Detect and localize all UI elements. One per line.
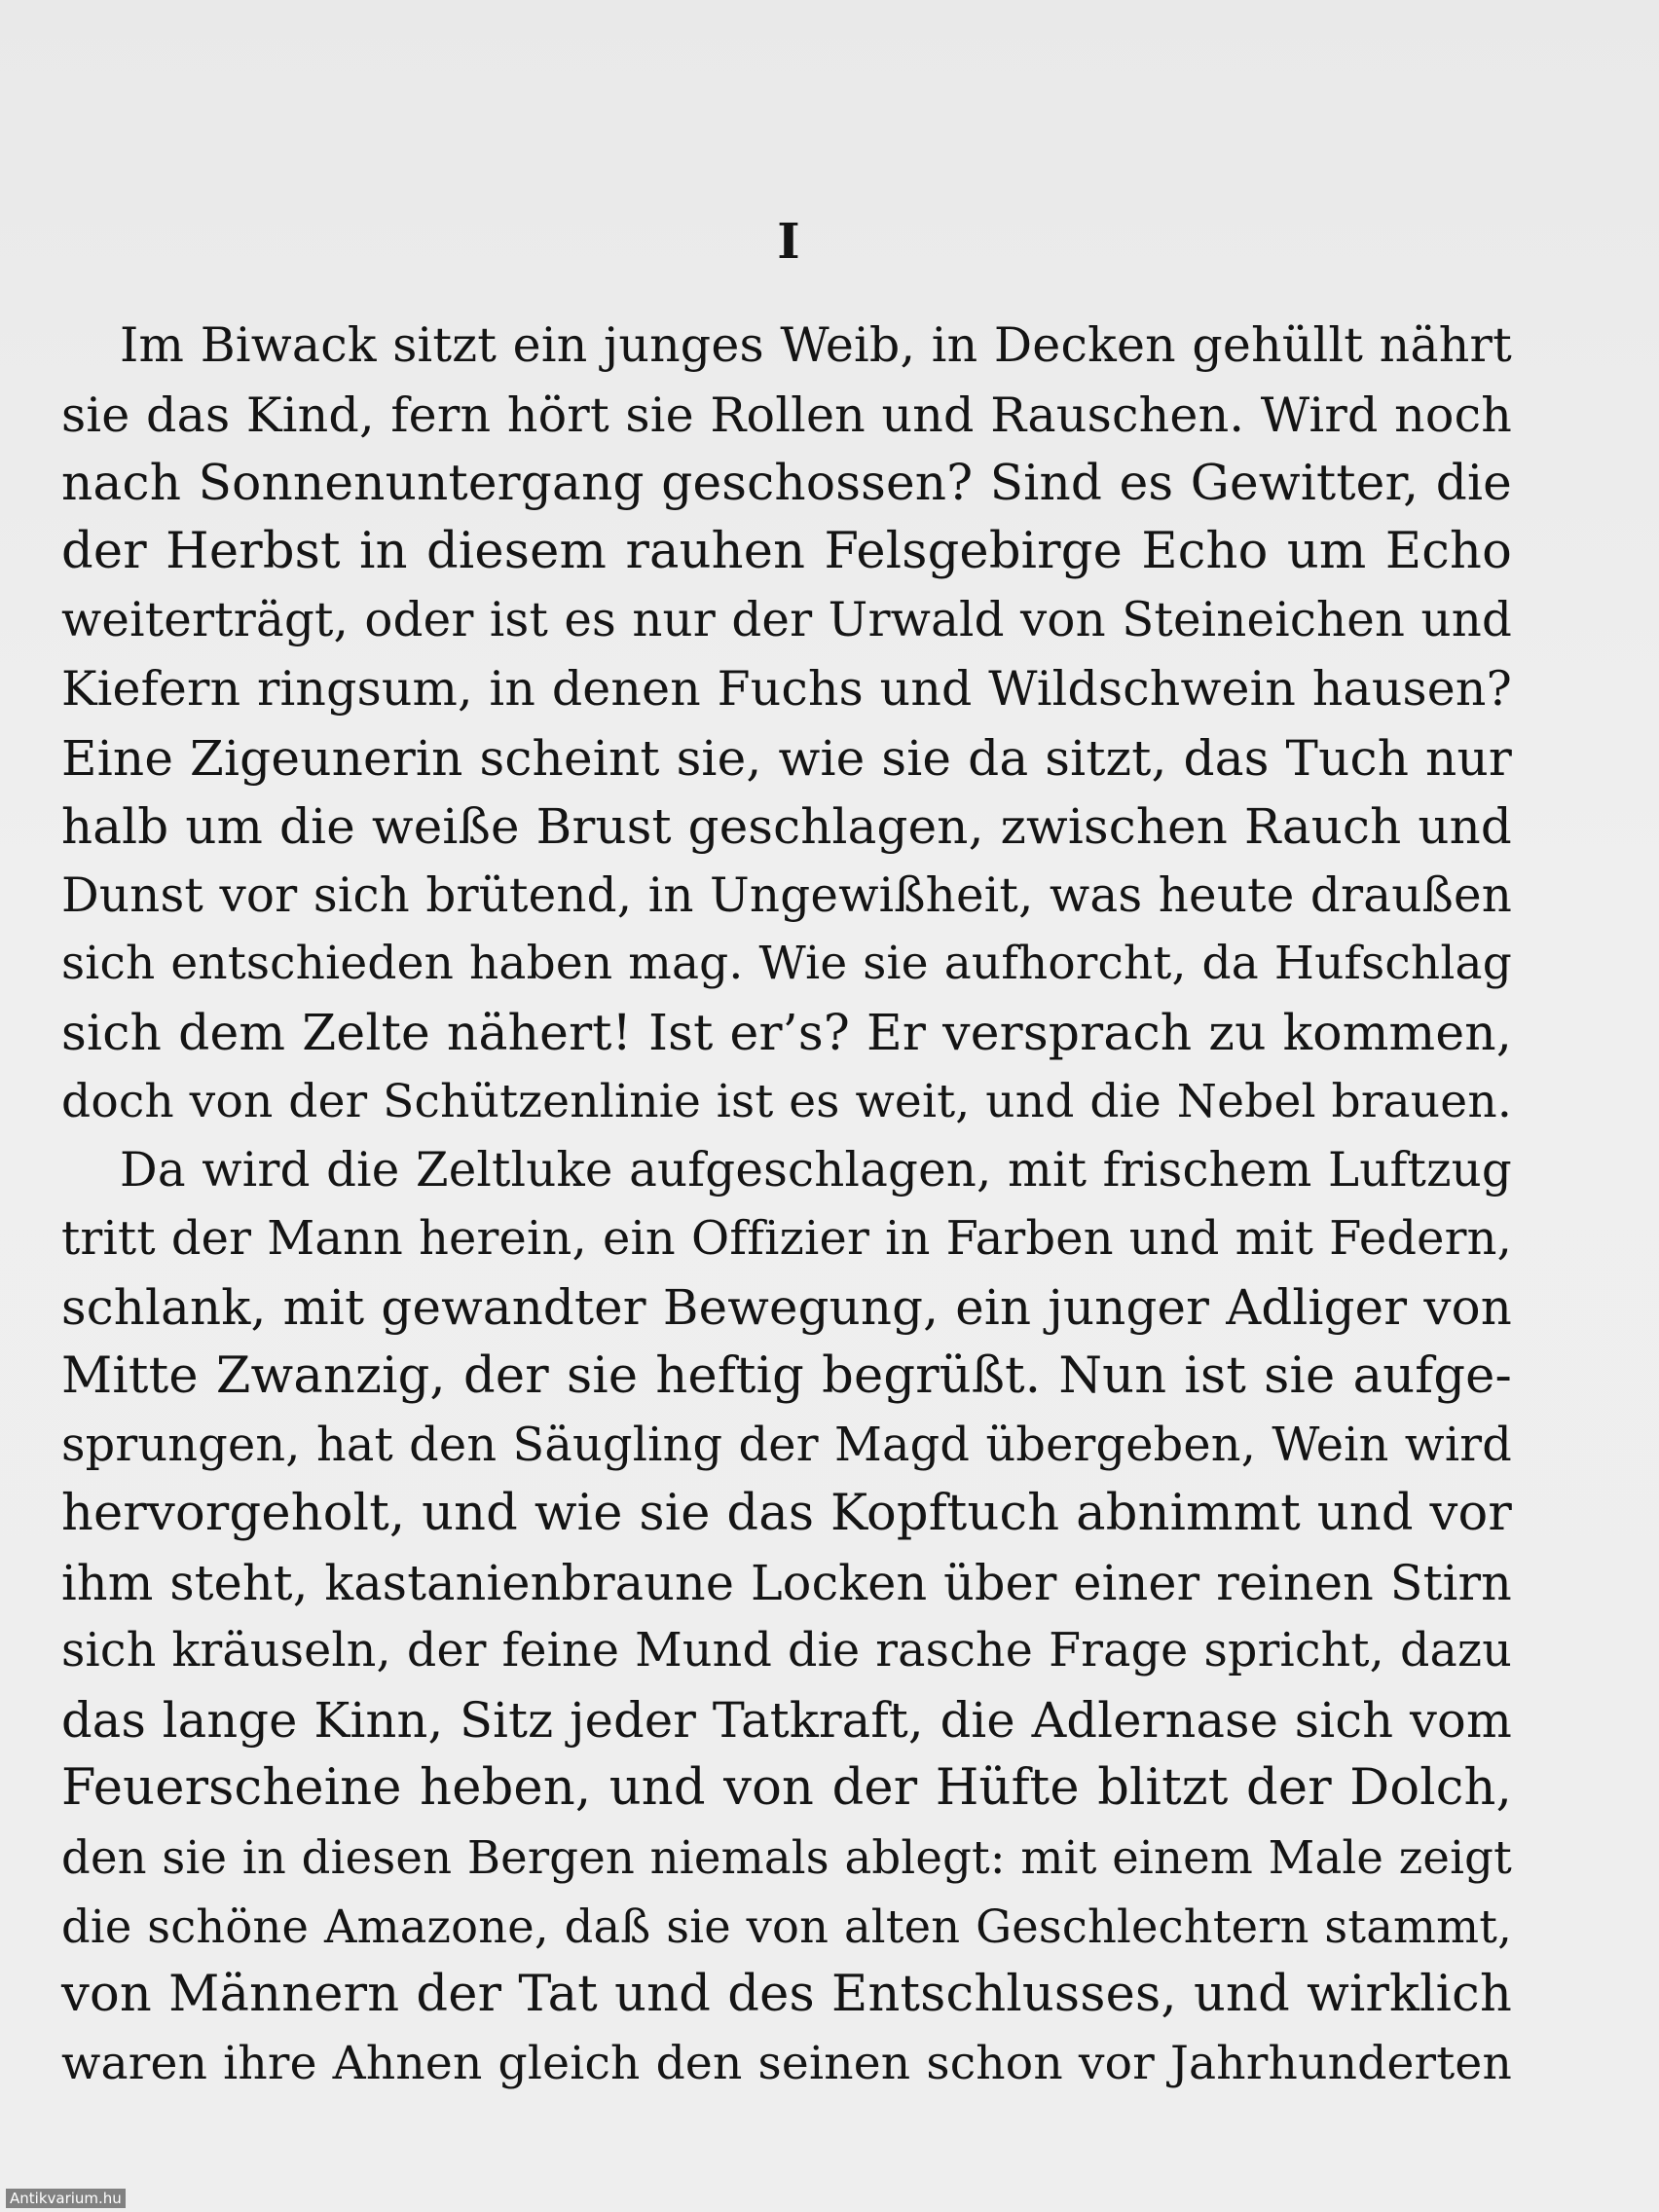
text-line: das lange Kinn, Sitz jeder Tatkraft, die Adlernase sich vom [61,1691,1512,1749]
text-line: der Herbst in diesem rauhen Felsgebirge Echo um Echo [61,522,1512,580]
text-line: schlank, mit gewandter Bewegung, ein junger Adliger von [61,1279,1512,1337]
text-line: weiterträgt, oder ist es nur der Urwald von Steineichen und [61,593,1512,648]
text-line: die schöne Amazone, daß sie von alten Geschlechtern stammt, [61,1899,1512,1953]
paragraph [61,312,1512,1136]
text-line: doch von der Schützenlinie ist es weit, und die Nebel brauen. [61,1074,1512,1128]
body-text [61,312,1512,2098]
text-line: nach Sonnenuntergang geschossen? Sind es Gewitter, die [61,455,1512,512]
text-line: den sie in diesen Bergen niemals ablegt: mit einem Male zeigt [61,1831,1512,1885]
text-line: sich dem Zelte nähert! Ist er’s? Er versprach zu kommen, [61,1003,1512,1061]
text-line: ihm steht, kastanienbraune Locken über einer reinen Stirn [61,1554,1512,1611]
text-line: Im Biwack sitzt ein junges Weib, in Decken gehüllt nährt [120,317,1512,373]
text-line: halb um die weiße Brust geschlagen, zwischen Rauch und [61,798,1512,856]
text-line: Da wird die Zeltluke aufgeschlagen, mit frischem Luftzug [120,1143,1512,1198]
chapter-heading: I [777,212,800,270]
text-line: Feuerscheine heben, und von der Hüfte blitzt der Dolch, [61,1759,1512,1818]
text-line: hervorgeholt, und wie sie das Kopftuch abnimmt und vor [61,1485,1512,1543]
text-line: sprungen, hat den Säugling der Magd übergeben, Wein wird [61,1418,1512,1472]
text-line: tritt der Mann herein, ein Offizier in Farben und mit Federn, [61,1211,1512,1266]
text-line: Kiefern ringsum, in denen Fuchs und Wildschwein hausen? [61,660,1512,717]
text-line: sich kräuseln, der feine Mund die rasche Frage spricht, dazu [61,1624,1512,1678]
text-line: Eine Zigeunerin scheint sie, wie sie da sitzt, das Tuch nur [61,729,1512,787]
text-line: sie das Kind, fern hört sie Rollen und Rauschen. Wird noch [61,386,1512,443]
watermark: Antikvarium.hu [6,2189,126,2208]
paragraph [61,1136,1512,2098]
text-line: Mitte Zwanzig, der sie heftig begrüßt. Nun ist sie aufge- [61,1346,1512,1405]
text-line: sich entschieden haben mag. Wie sie aufhorcht, da Hufschlag [61,937,1512,991]
text-line: waren ihre Ahnen gleich den seinen schon vor Jahrhunderten [61,2036,1512,2090]
text-line: von Männern der Tat und des Entschlusses, und wirklich [61,1966,1512,2024]
text-line: Dunst vor sich brütend, in Ungewißheit, was heute draußen [61,867,1512,923]
bleed-through-text [58,0,1519,321]
